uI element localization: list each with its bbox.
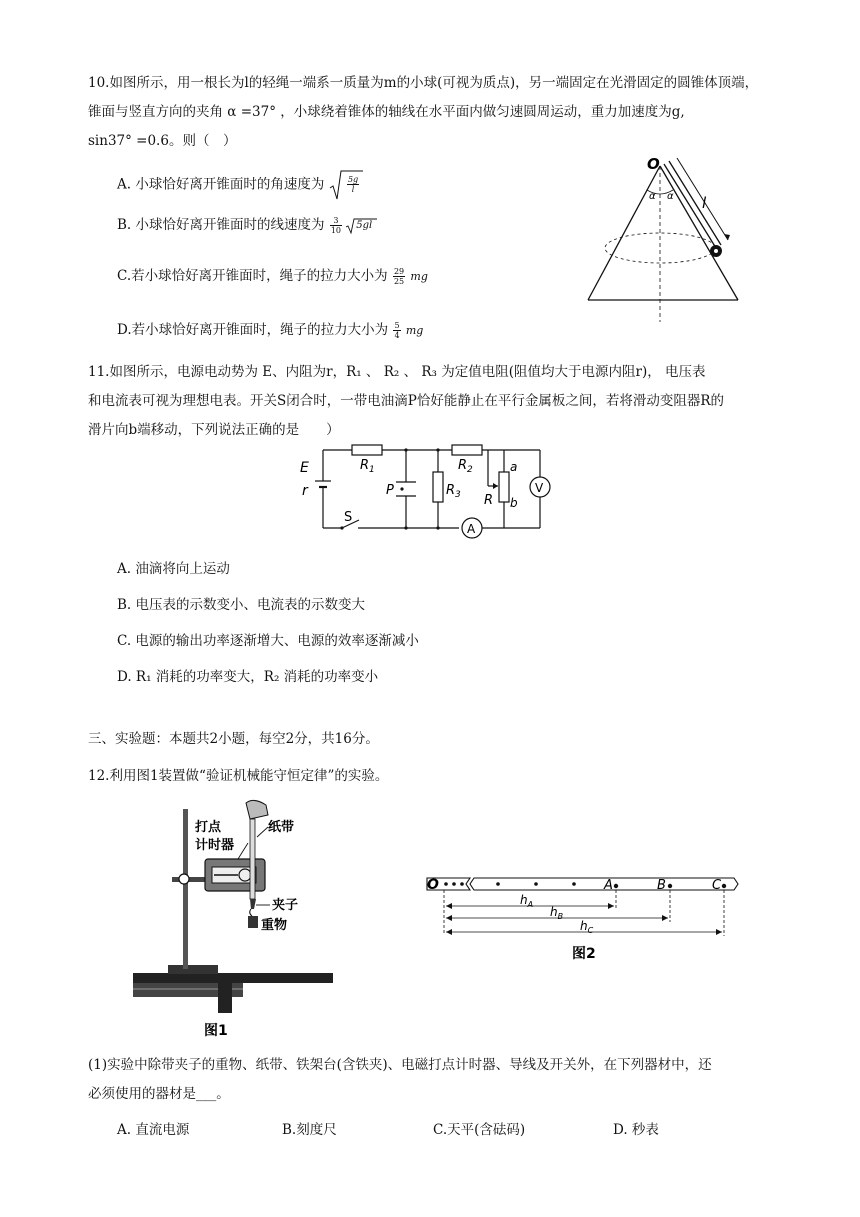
q10-option-d[interactable] (117, 318, 423, 340)
q10-option-c-text: C.若小球恰好离开锥面时，绳子的拉力大小为 (117, 268, 388, 284)
q10-stem-line2: 锥面与竖直方向的夹角 α =37° ，小球绕着锥体的轴线在水平面内做匀速圆周运动，重力加速度为g, (88, 104, 685, 120)
rheostat-end-a-label: a (510, 460, 518, 474)
q12-option-d[interactable]: D. 秒表 (613, 1122, 659, 1138)
q10-option-d-text: D.若小球恰好离开锥面时，绳子的拉力大小为 (117, 322, 389, 338)
q12-option-a[interactable]: A. 直流电源 (117, 1122, 190, 1138)
q11-option-b[interactable]: B. 电压表的示数变小、电流表的示数变大 (117, 597, 366, 613)
q10-option-b[interactable] (117, 213, 372, 235)
height-a-label: $h_A$ (520, 893, 534, 909)
tape-point-o-label: O (427, 877, 439, 893)
q11-stem-line3: 滑片向b端移动，下列说法正确的是 ） (88, 422, 340, 438)
q10-option-d-unit: mg (405, 324, 424, 337)
emf-label: E (300, 460, 309, 476)
timer-label-line2: 计时器 (195, 838, 235, 853)
q10-stem-line1: 10.如图所示，用一根长为l的轻绳一端系一质量为m的小球(可视为质点)，另一端固定在光滑固定的圆锥体顶端， (88, 75, 759, 91)
tape-label: 纸带 (268, 820, 295, 835)
r3-label: $R_3$ (446, 483, 461, 500)
figure2-caption: 图2 (572, 946, 596, 962)
internal-resistance-label: r (302, 483, 308, 499)
paper-tape-figure (422, 872, 747, 964)
q10-option-c-fraction: $\frac{29}{25}$ (393, 267, 405, 286)
cone-angle-label-left: α (649, 191, 656, 202)
figure1-caption: 图1 (204, 1023, 228, 1039)
q10-stem-line3: sin37° =0.6。则（ ） (88, 133, 237, 149)
oil-drop-label: P (386, 483, 394, 498)
apparatus-figure (130, 797, 340, 1042)
r2-label: $R_2$ (458, 458, 473, 475)
q10-option-b-radical: 5gl (347, 220, 372, 231)
rheostat-end-b-label: b (510, 496, 518, 510)
tape-point-c-label: C (712, 878, 722, 893)
q11-option-d[interactable]: D. R₁ 消耗的功率变大，R₂ 消耗的功率变小 (117, 669, 379, 685)
clip-label: 夹子 (272, 898, 299, 913)
q11-option-a[interactable]: A. 油滴将向上运动 (117, 561, 230, 577)
q12-option-b[interactable]: B.刻度尺 (282, 1122, 337, 1138)
cone-apex-label: O (647, 155, 660, 173)
voltmeter-label: V (535, 481, 544, 495)
q12-sub1-line1: (1)实验中除带夹子的重物、纸带、铁架台(含铁夹)、电磁打点计时器、导线及开关外，在下列器材中，还 (88, 1057, 712, 1073)
ammeter-label: A (467, 522, 476, 536)
q12-stem: 12.利用图1装置做“验证机械能守恒定律”的实验。 (88, 768, 389, 784)
height-c-label: $h_C$ (580, 919, 594, 935)
q11-option-c[interactable]: C. 电源的输出功率逐渐增大、电源的效率逐渐减小 (117, 633, 419, 649)
tape-point-b-label: B (657, 878, 666, 893)
weight-label: 重物 (261, 918, 288, 933)
q12-sub1-line2: 必须使用的器材是___。 (88, 1086, 230, 1102)
q10-option-c[interactable] (117, 264, 428, 286)
r1-label: $R_1$ (360, 458, 375, 475)
q10-option-b-fraction: $\frac{3}{10}$ (330, 216, 341, 235)
section-heading: 三、实验题：本题共2小题，每空2分，共16分。 (88, 731, 379, 747)
q11-stem-line2: 和电流表可视为理想电表。开关S闭合时，一带电油滴P恰好能静止在平行金属板之间，若将滑动变阻器R的 (88, 393, 724, 409)
height-b-label: $h_B$ (550, 905, 564, 921)
q10-option-a[interactable] (117, 170, 360, 200)
switch-label: S (344, 510, 353, 525)
rope-length-label: l (702, 194, 707, 212)
tape-point-a-label: A (604, 878, 613, 893)
q10-option-a-fraction: $\frac{5g}{l}$ (347, 174, 359, 194)
q12-option-c[interactable]: C.天平(含砝码) (433, 1122, 526, 1138)
rheostat-label: R (484, 493, 494, 508)
q10-option-d-fraction: $\frac{5}{4}$ (394, 321, 400, 340)
timer-label-line1: 打点 (195, 820, 222, 835)
cone-angle-label-right: α (667, 191, 674, 202)
cone-figure (585, 152, 745, 324)
q10-option-c-unit: mg (410, 270, 428, 283)
circuit-diagram (296, 436, 556, 546)
q10-option-b-text: B. 小球恰好离开锥面时的线速度为 (117, 217, 325, 233)
q11-stem-line1: 11.如图所示，电源电动势为 E、内阻为r，R₁ 、 R₂ 、 R₃ 为定值电阻(阻值均大于电源内阻r)， 电压表 (88, 364, 706, 380)
q10-option-a-text: A. 小球恰好离开锥面时的角速度为 (117, 176, 325, 193)
